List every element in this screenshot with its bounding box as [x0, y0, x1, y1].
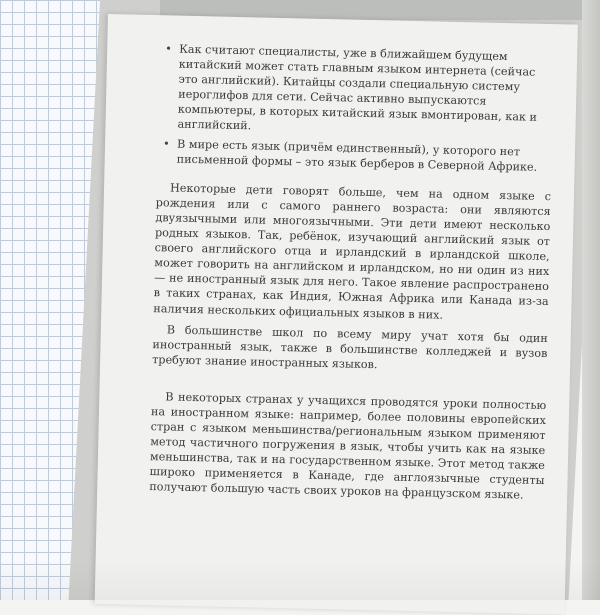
paragraph: В большинстве школ по всему миру учат хотя бы один иностранный язык, также в большинстве колледжей и вузов требуют знание иностранных языков. [152, 323, 548, 371]
page-text [149, 41, 554, 503]
fact-list [157, 41, 555, 175]
notebook-cover-right [582, 0, 600, 600]
fact-item: • Как считают специалисты, уже в ближайшем будущем китайский может стать главным языком интернета (сейчас это английский). Китайцы создали специальную систему иероглифов для сети. Сейчас активно выпускаются компьютеры, в которых китайский язык вмонтирован, как и английский. [177, 42, 554, 141]
bottom-shadow [0, 560, 600, 600]
paragraph: В некоторых странах у учащихся проводятся уроки полностью на иностранном языке: например, более половины европейских стран с языком меньшинства/региональным языком применяют метод частичного погружения в язык, чтобы учить как на языке меньшинства, так и на государственном языке. Этот метод также широко применяется в Канаде, где англоязычные студенты получают большую часть своих уроков на французском языке. [149, 390, 547, 502]
printed-page [95, 14, 578, 615]
fact-item: • В мире есть язык (причём единственный), у которого нет письменной формы – это язык берберов в Северной Африке. [177, 136, 553, 175]
paragraph: Некоторые дети говорят больше, чем на одном языке с рождения или с самого раннего возраста: они являются двуязычными или многоязычными. Эти дети имеют несколько родных языков. Так, ребёнок, изучающий английский язык от своего английского отца и ирландский в ирландской школе, может говорить на английском и ирландском, но ни один из них — не иностранный язык для него. Такое явление распространено в таких странах, как Индия, Южная Африка или Канада из-за наличия нескольких официальных языков в них. [153, 181, 552, 322]
